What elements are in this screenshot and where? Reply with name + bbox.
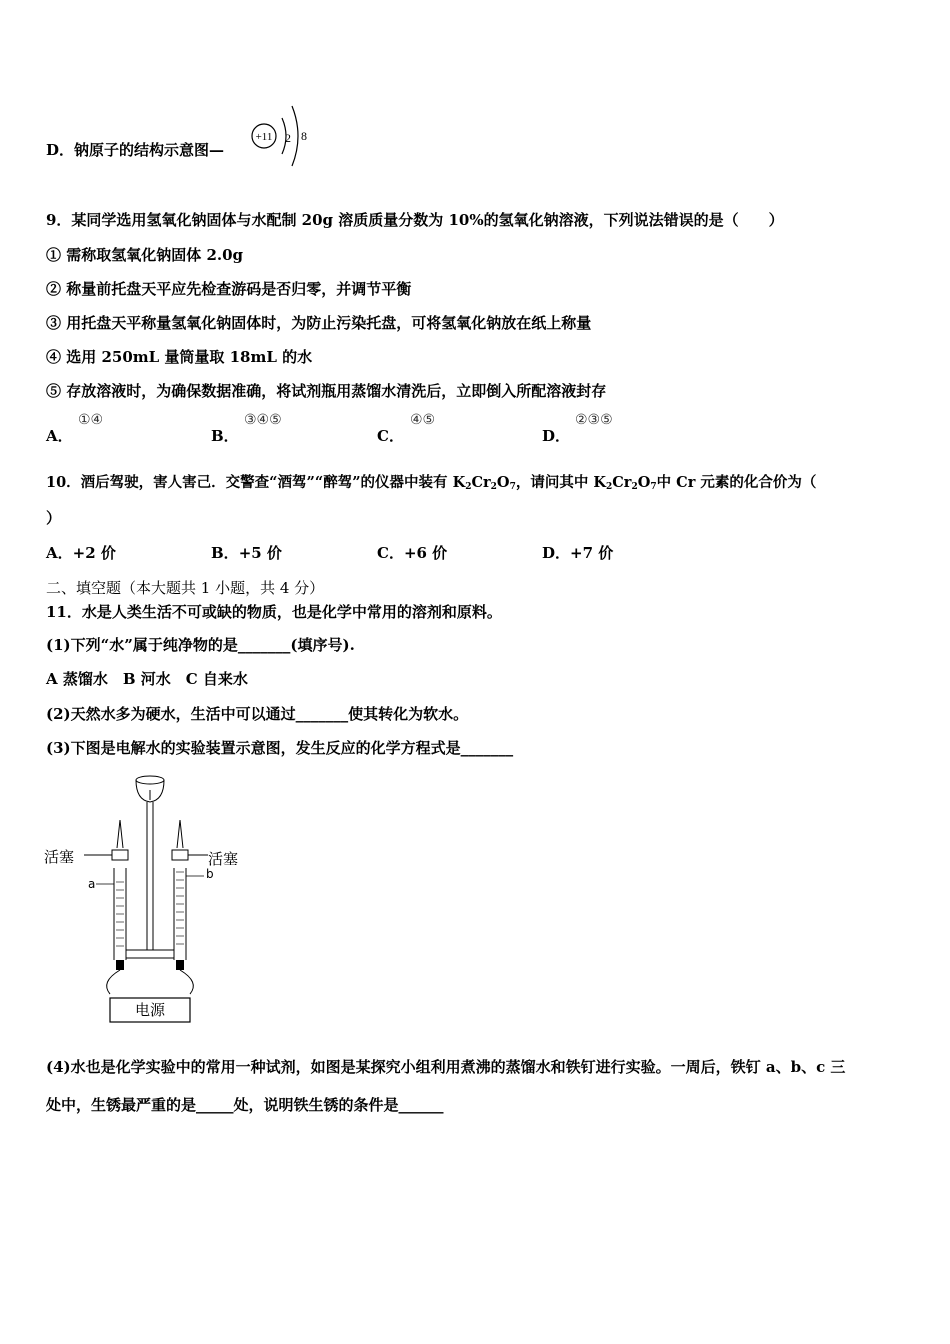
q11-part-4-line2: 处中，生锈最严重的是_____处，说明铁生锈的条件是______ — [46, 1096, 444, 1114]
q11-part-4-line1: (4)水也是化学实验中的常用一种试剂，如图是某探究小组利用煮沸的蒸馏水和铁钉进行实验。一周后，铁钉 a、b、c 三 — [46, 1058, 846, 1076]
q9-option-c-label: C． — [377, 427, 404, 445]
q9-item-5: ⑤ 存放溶液时，为确保数据准确，将试剂瓶用蒸馏水清洗后，立即倒入所配溶液封存 — [46, 382, 607, 400]
q10-option-b: B．+5 价 — [211, 544, 282, 562]
sodium-atom-diagram — [248, 100, 318, 170]
section-title: 二、填空题（本大题共 1 小题，共 4 分） — [46, 579, 325, 597]
left-stopcock-label: 活塞 — [44, 848, 75, 866]
q9-stem: 9．某同学选用氢氧化钠固体与水配制 20g 溶质质量分数为 10%的氢氧化钠溶液，下列说法错误的是（ ） — [46, 211, 784, 229]
atom-nucleus: +11 — [255, 131, 273, 143]
q9-item-3: ③ 用托盘天平称量氢氧化钠固体时，为防止污染托盘，可将氢氧化钠放在纸上称量 — [46, 314, 592, 332]
right-stopcock-label: 活塞 — [208, 850, 239, 868]
q10-option-a: A．+2 价 — [46, 544, 116, 562]
q11-stem: 11．水是人类生活不可或缺的物质，也是化学中常用的溶剂和原料。 — [46, 603, 502, 621]
q10-option-d: D．+7 价 — [542, 544, 614, 562]
q10-stem: 10．酒后驾驶，害人害己．交警查“酒驾”“醉驾”的仪器中装有 $K_2Cr_2O_7$，请问其中 $K_2Cr_2O_7$中 Cr 元素的化合价为（ — [46, 474, 817, 492]
atom-shell1: 2 — [285, 131, 291, 145]
power-label: 电源 — [134, 1001, 166, 1019]
q11-part-3: (3)下图是电解水的实验装置示意图，发生反应的化学方程式是_______ — [46, 739, 514, 757]
q9-option-d-label: D． — [542, 427, 571, 445]
q8-option-d-label: D．钠原子的结构示意图— — [46, 141, 225, 159]
label-a: a — [88, 877, 96, 891]
label-b: b — [206, 867, 214, 881]
q9-item-2: ② 称量前托盘天平应先检查游码是否归零，并调节平衡 — [46, 280, 412, 298]
q9-option-d-value: ②③⑤ — [575, 412, 613, 428]
electrolysis-apparatus-figure — [40, 772, 260, 1032]
q9-option-a-label: A． — [46, 427, 73, 445]
q9-option-b-value: ③④⑤ — [244, 412, 282, 428]
q9-option-a-value: ①④ — [78, 412, 104, 428]
q10-stem-end: ） — [46, 509, 62, 527]
q11-part-1: (1)下列“水”属于纯净物的是_______(填序号). — [46, 636, 355, 654]
q9-item-4: ④ 选用 250mL 量筒量取 18mL 的水 — [46, 348, 313, 366]
q9-item-1: ① 需称取氢氧化钠固体 2.0g — [46, 246, 244, 264]
q10-option-c: C．+6 价 — [377, 544, 448, 562]
q9-option-b-label: B． — [211, 427, 239, 445]
q11-part-2: (2)天然水多为硬水，生活中可以通过_______使其转化为软水。 — [46, 705, 469, 723]
q8-option-d — [46, 140, 224, 160]
q9-option-c-value: ④⑤ — [410, 412, 436, 428]
atom-shell2: 8 — [301, 129, 307, 143]
q11-part-1-options: A 蒸馏水 B 河水 C 自来水 — [46, 670, 248, 688]
